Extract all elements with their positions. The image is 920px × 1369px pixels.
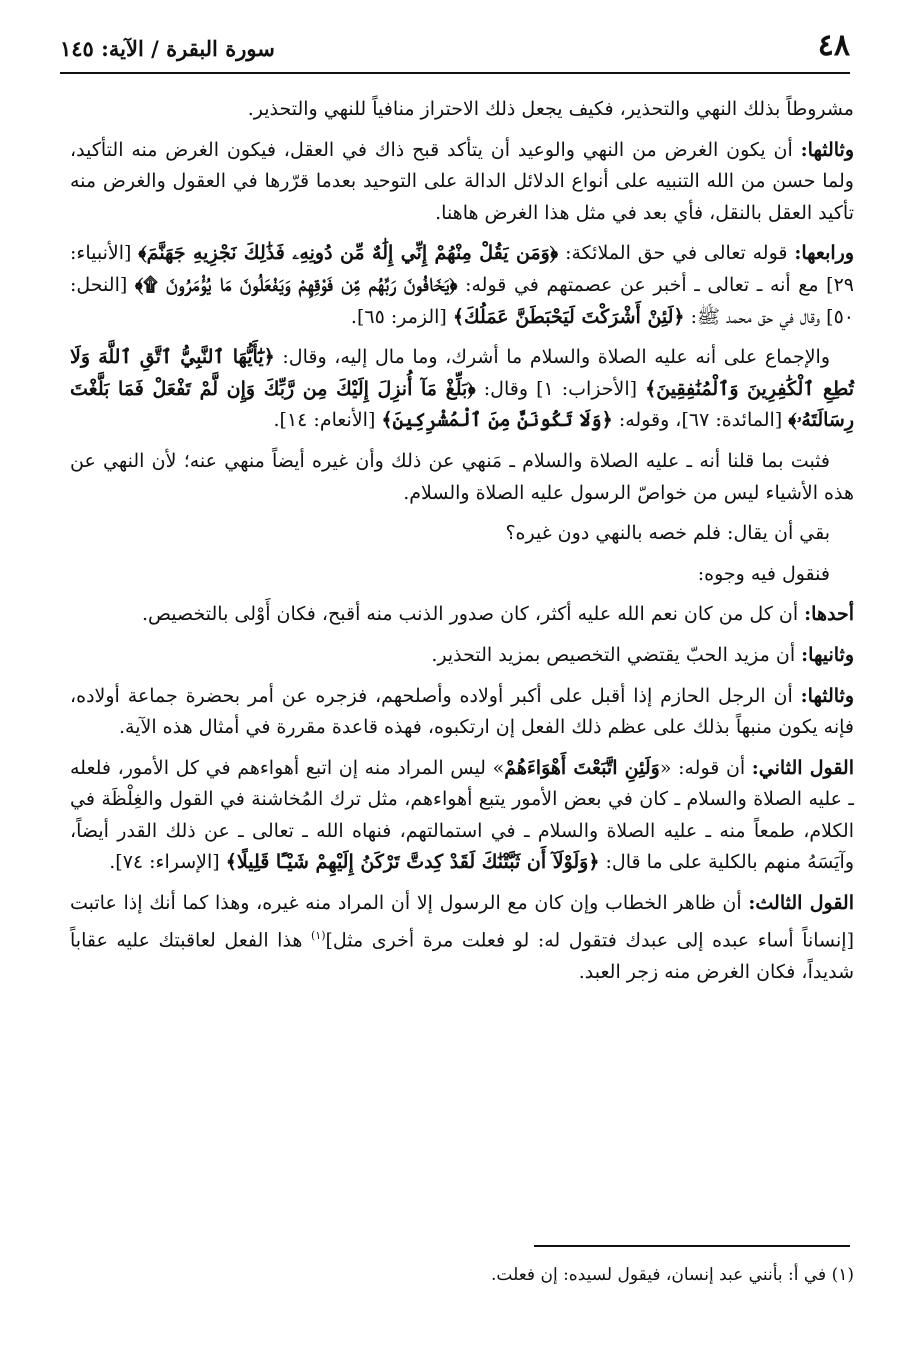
paragraph-lead: القول الثالث: — [748, 892, 855, 915]
text-run: [الزمر: ٦٥]. — [350, 305, 453, 328]
quran-verse: ﴿وَلَا تَكُونَنَّ مِنَ ٱلْمُشْرِكِينَ﴾ — [381, 409, 613, 432]
paragraph — [70, 446, 854, 509]
text-run: مشروطاً بذلك النهي والتحذير، فكيف يجعل ذلك الاحتراز منافياً للنهي والتحذير. — [247, 98, 854, 120]
text-run: فثبت بما قلنا أنه ـ عليه الصلاة والسلام ـ مَنهي عن ذلك وأن غيره أيضاً منهي عنه؛ لأن النهي عن هذه الأشياء ليس من خواصّ الرسول عليه الصلاة والسلام. — [70, 449, 854, 504]
quran-verse: وَلَئِنِ اتَّبَعْتَ أَهْوَاءَهُمْ — [504, 756, 660, 779]
footnote-divider — [534, 1245, 850, 1247]
paragraph-lead: أحدها: — [804, 603, 854, 626]
quran-verse: ﴿وَمَن يَقُلْ مِنْهُمْ إِنِّي إِلَٰهٌ مِّن دُونِهِۦ فَذَٰلِكَ نَجْزِيهِ جَهَنَّمَ﴾ — [138, 242, 559, 265]
text-run: [الأنعام: ١٤]. — [273, 409, 382, 432]
paragraph-lead: القول الثاني: — [751, 756, 855, 779]
footnote-marker: (١) — [311, 928, 326, 942]
text-run: أن الرجل الحازم إذا أقبل على أكبر أولاده وأصلحهم، فزجره عن أمر بحضرة جماعة أولاده، فإنه يكون منبهاً بذلك على عظم ذلك الفعل إن ارتكبوه، فهذه قاعدة مقررة في أمثال هذه الآية. — [70, 684, 854, 739]
paragraph — [70, 681, 854, 744]
text-run: قوله تعالى في حق الملائكة: — [558, 242, 795, 265]
quran-verse: ﴿بَلِّغْ مَآ أُنزِلَ إِلَيْكَ مِن رَّبِّكَ وَإِن لَّمْ تَفْعَلْ فَمَا بَلَّغْتَ رِسَالَتَهُۥ﴾ — [70, 377, 854, 432]
paragraph — [70, 559, 854, 591]
paragraph — [70, 640, 854, 672]
text-run: » ليس المراد منه إن اتبع أهواءهم في كل الأمور، فلعله ـ عليه الصلاة والسلام ـ كان في بعض الأمور يتبع أهواءهم، مثل ترك المُخاشنة في القول والغِلْظَة في الكلام، طمعاً منه ـ عليه الصلاة والسلام ـ في استمالتهم، فنهاه الله ـ تعالى ـ عن ذلك القدر أيضاً، وآيَسَهُ منهم بالكلية على ما قال: — [70, 756, 854, 874]
paragraph — [70, 888, 854, 988]
main-text — [70, 94, 854, 997]
text-run: أن كل من كان نعم الله عليه أكثر، كان صدور الذنب منه أقبح، فكان أَوْلى بالتخصيص. — [141, 603, 805, 626]
paragraph — [70, 135, 854, 230]
quran-verse: ﴿وَلَوْلَآ أَن ثَبَّتْنَٰكَ لَقَدْ كِدتَّ تَرْكَنُ إِلَيْهِمْ شَيْـًٔا قَلِيلًا﴾ — [225, 851, 600, 874]
quran-verse: ﴿لَئِنْ أَشْرَكْتَ لَيَحْبَطَنَّ عَمَلُكَ﴾ — [452, 305, 685, 328]
paragraph — [70, 599, 854, 631]
paragraph — [70, 753, 854, 879]
text-run: والإجماع على أنه عليه الصلاة والسلام ما أشرك، وما مال إليه، وقال: — [274, 346, 830, 369]
paragraph-lead: ورابعها: — [794, 242, 855, 265]
page-header — [60, 26, 850, 74]
text-run: [الأحزاب: ١] وقال: — [475, 377, 646, 400]
paragraph — [70, 94, 854, 126]
text-run: أن ظاهر الخطاب وإن كان مع الرسول إلا أن المراد منه غيره، وهذا كما أنك إذا عاتبت [إنساناً أساء عبده إلى عبدك فتقول له: لو فعلت مرة أخرى مثل] — [70, 892, 854, 951]
text-run: بقي أن يقال: فلم خصه بالنهي دون غيره؟ — [505, 522, 830, 545]
text-run: [المائدة: ٦٧]، وقوله: — [612, 409, 789, 432]
paragraph-lead: وثالثها: — [800, 684, 855, 707]
text-run: أن قوله: « — [659, 756, 752, 779]
text-run: هذا الفعل لعاقبتك عليه عقاباً شديداً، فكان الغرض منه زجر العبد. — [70, 928, 854, 983]
text-run: فنقول فيه وجوه: — [697, 562, 830, 585]
page-number: ٤٨ — [817, 28, 850, 63]
text-run: أن يكون الغرض من النهي والوعيد أن يتأكد قبح ذاك في العقل، فيكون الغرض منه التأكيد، ولما حسن من الله التنبيه على أنواع الدلائل الدالة على التوحيد بعدما قرّرها في العقول والغرض منه تأكيد العقل بالنقل، فأي بعد في مثل هذا الغرض هاهنا. — [70, 138, 854, 224]
text-run: [الإسراء: ٧٤]. — [109, 851, 226, 874]
paragraph — [70, 238, 854, 333]
paragraph-lead: وثالثها: — [800, 138, 854, 161]
text-run: [النحل: ٥٠] وقال في حق محمد ﷺ: — [70, 273, 854, 328]
paragraph-lead: وثانيها: — [801, 643, 854, 666]
running-title: سورة البقرة / الآية: ١٤٥ — [60, 36, 275, 61]
text-run: أن مزيد الحبّ يقتضي التخصيص بمزيد التحذير. — [431, 643, 802, 666]
quran-verse: ﴿يَخَافُونَ رَبَّهُم مِّن فَوْقِهِمْ وَيَفْعَلُونَ مَا يُؤْمَرُونَ ۩﴾ — [134, 273, 458, 296]
paragraph — [70, 518, 854, 550]
text-run: [الأنبياء: ٢٩] مع أنه ـ تعالى ـ أخبر عن عصمتهم في قوله: — [70, 242, 854, 296]
quran-verse: ﴿يَٰٓأَيُّهَا ٱلنَّبِيُّ ٱتَّقِ ٱللَّهَ وَلَا تُطِعِ ٱلْكَٰفِرِينَ وَٱلْمُنَٰفِقِينَ﴾ — [70, 346, 855, 400]
footnote: (١) في أ: بأنني عبد إنسان، فيقول لسيده: إن فعلت. — [491, 1265, 854, 1285]
paragraph — [70, 342, 854, 437]
